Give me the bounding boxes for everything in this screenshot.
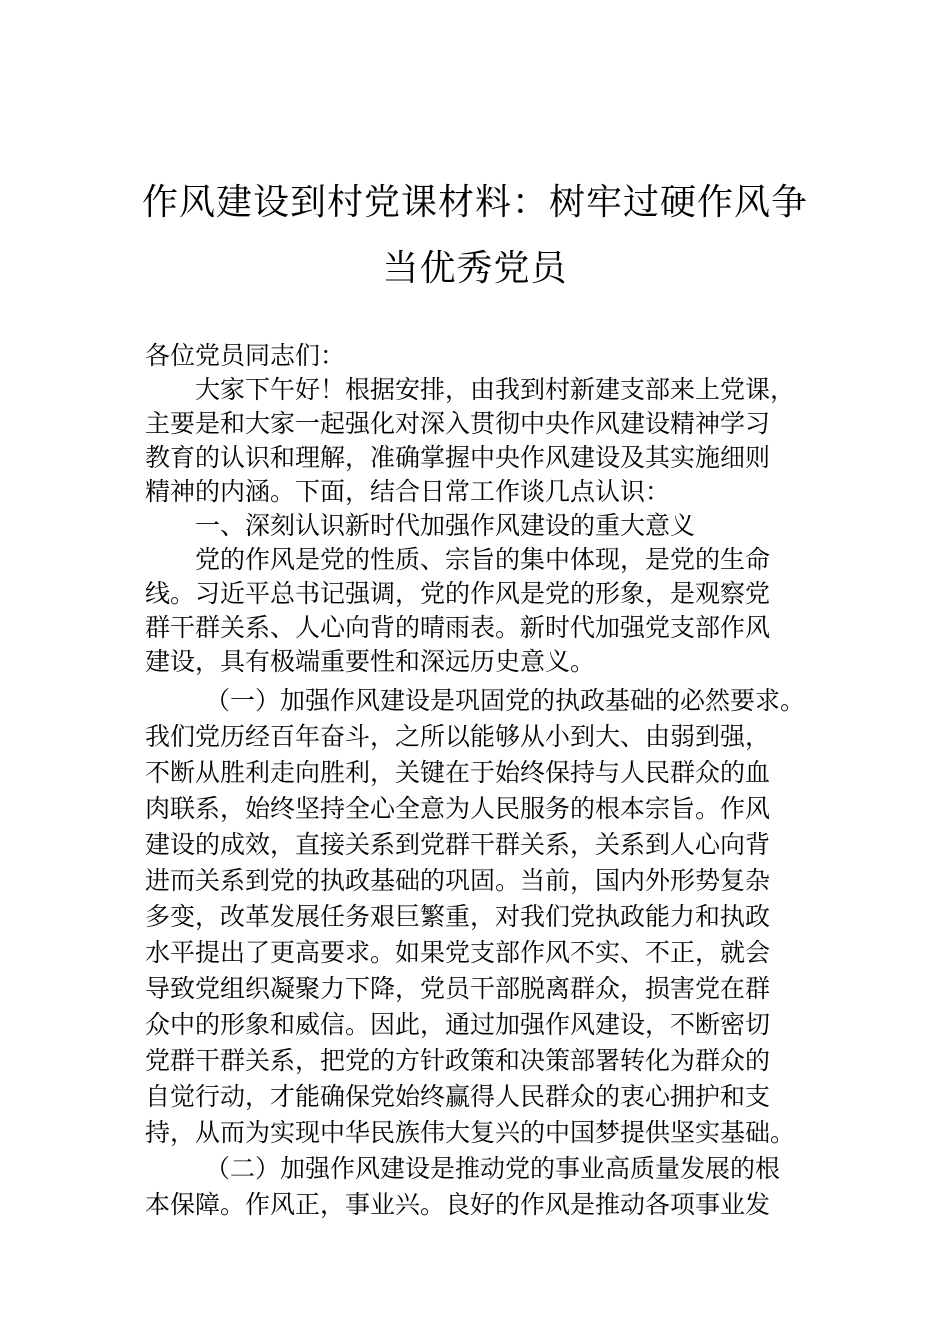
paragraph-line: 本保障。作风正，事业兴。良好的作风是推动各项事业发 bbox=[145, 1190, 771, 1219]
paragraph-line: 主要是和大家一起强化对深入贯彻中央作风建设精神学习 bbox=[145, 409, 771, 438]
paragraph-line: 水平提出了更高要求。如果党支部作风不实、不正，就会 bbox=[145, 938, 771, 967]
paragraph-line: 大家下午好！根据安排，由我到村新建支部来上党课， bbox=[195, 375, 796, 404]
paragraph-line: 建设，具有极端重要性和深远历史意义。 bbox=[145, 647, 596, 676]
subsection-heading: （一）加强作风建设是巩固党的执政基础的必然要求。 bbox=[205, 686, 806, 715]
document-title-line-2: 当优秀党员 bbox=[382, 248, 568, 289]
salutation: 各位党员同志们： bbox=[145, 341, 346, 370]
subsection-heading: （二）加强作风建设是推动党的事业高质量发展的根 bbox=[205, 1154, 781, 1183]
paragraph-line: 我们党历经百年奋斗，之所以能够从小到大、由弱到强， bbox=[145, 722, 771, 751]
paragraph-line: 肉联系，始终坚持全心全意为人民服务的根本宗旨。作风 bbox=[145, 794, 771, 823]
paragraph-line: 进而关系到党的执政基础的巩固。当前，国内外形势复杂 bbox=[145, 866, 771, 895]
paragraph-line: 精神的内涵。下面，结合日常工作谈几点认识： bbox=[145, 477, 671, 506]
paragraph-line: 教育的认识和理解，准确掌握中央作风建设及其实施细则 bbox=[145, 443, 771, 472]
section-heading: 一、深刻认识新时代加强作风建设的重大意义 bbox=[195, 511, 696, 540]
paragraph-line: 党的作风是党的性质、宗旨的集中体现，是党的生命 bbox=[195, 545, 771, 574]
paragraph-line: 群干群关系、人心向背的晴雨表。新时代加强党支部作风 bbox=[145, 613, 771, 642]
document-title-line-1: 作风建设到村党课材料：树牢过硬作风争 bbox=[141, 182, 808, 223]
paragraph-line: 党群干群关系，把党的方针政策和决策部署转化为群众的 bbox=[145, 1046, 771, 1075]
paragraph-line: 众中的形象和威信。因此，通过加强作风建设，不断密切 bbox=[145, 1010, 771, 1039]
paragraph-line: 多变，改革发展任务艰巨繁重，对我们党执政能力和执政 bbox=[145, 902, 771, 931]
paragraph-line: 导致党组织凝聚力下降，党员干部脱离群众，损害党在群 bbox=[145, 974, 771, 1003]
paragraph-line: 建设的成效，直接关系到党群干群关系，关系到人心向背 bbox=[145, 830, 771, 859]
paragraph-line: 不断从胜利走向胜利，关键在于始终保持与人民群众的血 bbox=[145, 758, 771, 787]
paragraph-line: 线。习近平总书记强调，党的作风是党的形象，是观察党 bbox=[145, 579, 771, 608]
paragraph-line: 持，从而为实现中华民族伟大复兴的中国梦提供坚实基础。 bbox=[145, 1118, 796, 1147]
paragraph-line: 自觉行动，才能确保党始终赢得人民群众的衷心拥护和支 bbox=[145, 1082, 771, 1111]
